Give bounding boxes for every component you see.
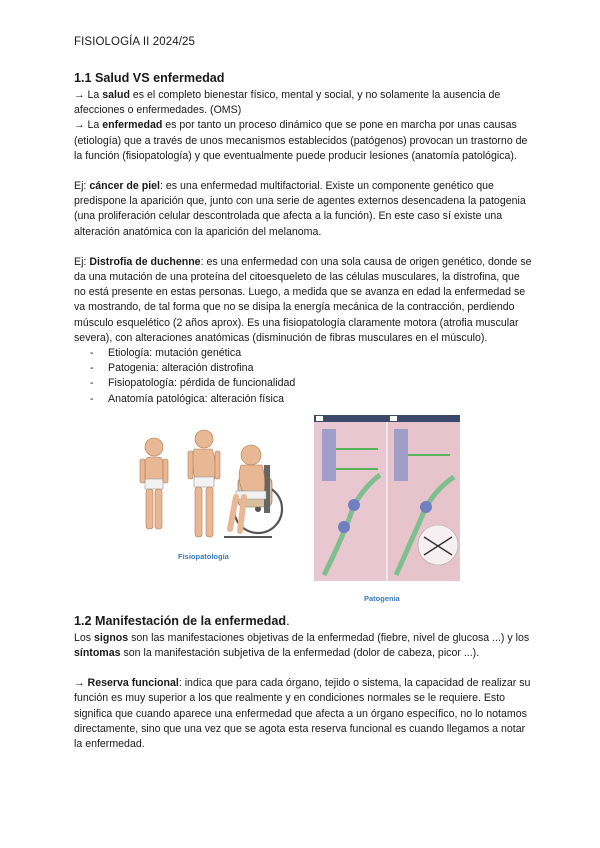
list-item: - Patogenia: alteración distrofina bbox=[90, 361, 532, 376]
list-item: - Etiología: mutación genética bbox=[90, 346, 532, 361]
bold-term: cáncer de piel bbox=[89, 180, 160, 193]
text: : es una enfermedad multifactorial. Existe un componente genético que predispone la aparición que, junto con una serie de agentes externos desencadena la patogenia (una proliferación celular descontrolada que afecta a la función). En este caso sí existe una alteración anatómica con la aparición del melanoma. bbox=[74, 180, 526, 238]
text: → bbox=[74, 677, 88, 690]
section-title-suffix: . bbox=[286, 613, 290, 628]
text: : indica que para cada órgano, tejido o sistema, la capacidad de realizar su función es muy superior a los que realmente y en condiciones normales se le requiere. Esto significa que cuando aparece una enfermedad que afecta a un órgano específico, no lo notamos directamente, sino que una vez que se agota esta reserva funcional es cuando llegamos a notar la enfermedad. bbox=[74, 677, 531, 751]
text: es el completo bienestar físico, mental y social, y no solamente la ausencia de afecciones o enfermedades. (OMS) bbox=[74, 89, 501, 117]
bold-term: Reserva funcional bbox=[87, 677, 179, 690]
document-content bbox=[74, 70, 532, 752]
text: Los bbox=[74, 631, 95, 644]
text: es por tanto un proceso dinámico que se pone en marcha por unas causas (etiología) que a través de unos mecanismos establecidos (patógenos) provocan un trastorno de la función (fisiopatología) y que eventualmente puede producir lesiones (anatomía patológica). bbox=[74, 119, 528, 162]
list-item: - Fisiopatología: pérdida de funcionalidad bbox=[90, 376, 532, 391]
section-title-text: 1.2 Manifestación de la enfermedad bbox=[74, 613, 287, 628]
paragraph-enfermedad bbox=[74, 118, 532, 164]
page-header: FISIOLOGÍA II 2024/25 bbox=[74, 36, 195, 48]
paragraph-example-cancer bbox=[74, 179, 532, 240]
paragraph-signos-sintomas bbox=[74, 631, 532, 661]
duchenne-list bbox=[74, 346, 532, 407]
bold-term: enfermedad bbox=[102, 119, 163, 132]
bold-term: signos bbox=[94, 631, 129, 644]
text: → La bbox=[74, 119, 103, 132]
fisiopatologia-illustration bbox=[132, 425, 288, 563]
text: Ej: bbox=[74, 180, 90, 193]
bold-term: síntomas bbox=[74, 647, 121, 660]
figures-row bbox=[74, 411, 532, 607]
paragraph-salud bbox=[74, 88, 532, 118]
bold-term: Distrofia de duchenne bbox=[89, 255, 201, 268]
text: → La bbox=[74, 89, 103, 101]
paragraph-reserva-funcional bbox=[74, 676, 532, 752]
text: son la manifestación subjetiva de la enfermedad (dolor de cabeza, picor ...). bbox=[120, 647, 480, 660]
section-title-1: 1.1 Salud VS enfermedad bbox=[74, 71, 225, 85]
text: : es una enfermedad con una sola causa de origen genético, donde se da una mutación de una proteína del citoesqueleto de las células musculares, la distrofina, que no está presente en estas personas. Luego, a medida que se avanza en edad la enfermedad se va mostrando, de tal forma que no se disipa la energía mecánica de la contracción, perdiendo músculo esquelético (2 años aprox). Es una fisiopatología claramente motora (atrofia muscular severa), con alteraciones anatómicas (disminución de fibras musculares en el músculo). bbox=[74, 255, 532, 344]
figure-caption-patogenia: Patogenia bbox=[364, 593, 400, 603]
paragraph-example-duchenne bbox=[74, 255, 532, 346]
section-title-2 bbox=[74, 613, 532, 629]
patogenia-illustration bbox=[314, 415, 460, 581]
text: son las manifestaciones objetivas de la enfermedad (fiebre, nivel de glucosa ...) y los bbox=[128, 631, 530, 644]
text: Ej: bbox=[74, 255, 90, 268]
figure-caption-fisiopatologia: Fisiopatología bbox=[178, 551, 229, 561]
bold-term: salud bbox=[102, 89, 130, 101]
list-item: - Anatomía patológica: alteración física bbox=[90, 392, 532, 407]
